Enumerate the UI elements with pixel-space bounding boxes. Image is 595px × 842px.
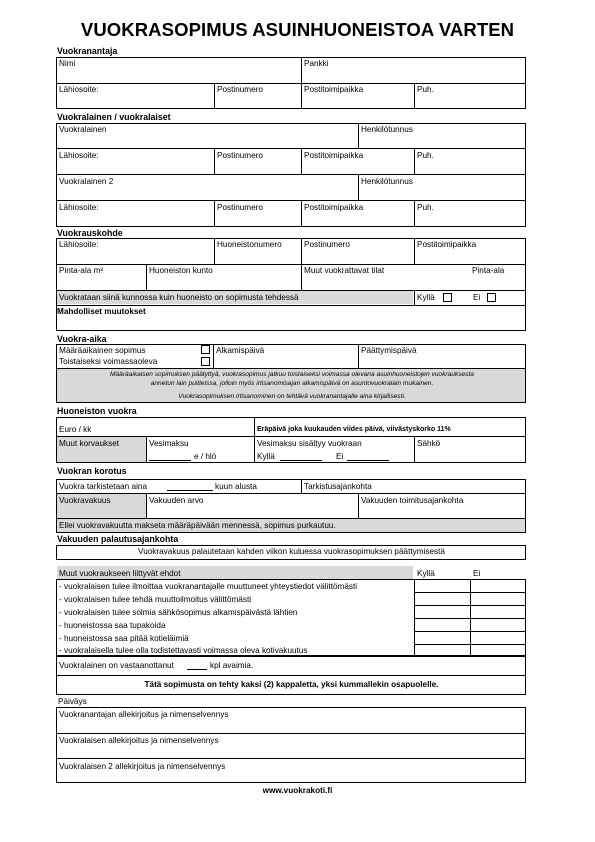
term-item: - vuokralaisella tulee olla todistettavasti voimassa oleva kotivakuutus [59,646,308,655]
divider [214,83,215,109]
term-item: - huoneistossa saa tupakoida [59,621,166,630]
as-is-no-checkbox[interactable] [487,293,496,302]
term-item: - vuokralaisen tulee solmia sähkösopimus alkamispäivästä lähtien [59,608,298,617]
water-included-label: Vesimaksu sisältyy vuokraan [257,439,362,448]
term-note-2: annetun lain puitteissa, jolloin myös irtisanomisajan alkamispäivä on asuntovuokralain mukainen. [150,380,434,387]
divider [214,148,215,174]
divider [214,200,215,227]
landlord-city-field[interactable]: Postitoimipaikka [304,85,364,94]
divider [358,493,359,518]
divider [358,123,359,148]
divider [301,238,302,290]
end-date-field[interactable]: Päättymispäivä [361,346,417,355]
deposit-value-field[interactable]: Vakuuden arvo [149,496,204,505]
rent-check-label: Vuokra tarkistetaan aina [59,482,147,491]
term-note-1: Määräaikaisen sopimuksen päätyttyä, vuokrasopimus jatkuu toistaiseksi voimassa olevana asuinhuoneistojen vuokrauksesta [110,371,474,378]
as-is-label: Vuokrataan siinä kunnossa kuin huoneisto on sopimusta tehdessä [59,293,299,302]
other-terms-header: Muut vuokraukseen liittyvät ehdot [59,569,181,578]
divider [414,83,415,109]
other-fees-label: Muut korvaukset [59,439,120,448]
tenant2-address-field[interactable]: Lähiosoite: [59,203,99,212]
tenant2-city-field[interactable]: Postitoimipaikka [304,203,364,212]
check-period-field[interactable]: Tarkistusajankohta [304,482,372,491]
property-condition-field[interactable]: Huoneiston kunto [149,266,213,275]
landlord-bank-field[interactable]: Pankki [304,59,329,68]
indefinite-term-label: Toistaiseksi voimassaoleva [59,357,158,366]
section-landlord: Vuokranantaja [57,46,118,56]
tenant1-address-field[interactable]: Lähiosoite: [59,151,99,160]
term-item: - huoneistossa saa pitää kotieläimiä [59,634,189,643]
deposit-warning: Ellei vuokravakuutta makseta määräpäivään mennessä, sopimus purkautuu. [59,521,336,530]
divider [213,344,214,368]
indefinite-term-checkbox[interactable] [201,357,210,366]
keys-count-field[interactable] [187,661,207,672]
divider [414,631,526,632]
as-is-no-label: Ei [473,293,481,302]
divider [56,148,526,149]
divider [56,758,526,759]
deposit-label: Vuokravakuus [59,496,111,505]
divider [56,200,526,201]
divider [358,174,359,200]
term-item: - vuokralaisen tulee ilmoittaa vuokranantajalle muuttuneet yhteystiedot välittömästi [59,582,358,591]
divider [56,436,526,437]
divider [414,592,526,593]
property-area2-field[interactable]: Pinta-ala [472,266,505,275]
tenant1-ssn-field[interactable]: Henkilötunnus [361,125,413,134]
divider [414,148,415,174]
footer-url[interactable]: www.vuokrakoti.fi [262,786,333,795]
as-is-yes-label: Kyllä [417,293,435,302]
section-rent: Huoneiston vuokra [57,406,137,416]
tenants-box [56,123,526,227]
divider [56,83,526,84]
divider [56,174,526,175]
divider [414,290,415,305]
divider [414,644,526,645]
rent-check-month-field[interactable] [167,482,213,493]
property-area-field[interactable]: Pinta-ala m² [59,266,104,275]
divider [56,733,526,734]
landlord-postal-field[interactable]: Postinumero [217,85,263,94]
water-fee-label: Vesimaksu [149,439,189,448]
landlord-address-field[interactable]: Lähiosoite: [59,85,99,94]
rent-due-text: Eräpäivä joka kuukauden viides päivä, viivästyskorko 11% [257,426,451,433]
divider [254,417,255,436]
water-included-yes-label: Kyllä [257,452,275,461]
divider [146,264,147,290]
tenant1-city-field[interactable]: Postitoimipaikka [304,151,364,160]
divider [414,200,415,227]
tenant2-phone-field[interactable]: Puh. [417,203,434,212]
keys-suffix: kpl avaimia. [210,661,254,670]
tenant1-signature-field[interactable]: Vuokralaisen allekirjoitus ja nimenselvennys [59,736,219,745]
fixed-term-label: Määräaikainen sopimus [59,346,146,355]
page-title: VUOKRASOPIMUS ASUINHUONEISTOA VARTEN [80,19,515,40]
property-apartment-field[interactable]: Huoneistonumero [217,240,282,249]
keys-label: Vuokralainen on vastaanottanut [59,661,174,670]
property-postal-field[interactable]: Postinumero [304,240,350,249]
divider [56,493,526,494]
water-fee-amount[interactable] [149,452,191,463]
terms-no-header: Ei [473,569,481,578]
water-included-no-field[interactable] [347,452,389,463]
landlord-signature-field[interactable]: Vuokranantajan allekirjoitus ja nimenselvennys [59,710,229,719]
modifications-field[interactable]: Mahdolliset muutokset [57,307,146,316]
property-city-field[interactable]: Postitoimipaikka [417,240,477,249]
terms-yes-header: Kyllä [417,569,435,578]
from-start-label: kuun alusta [215,482,257,491]
water-included-no-label: Ei [336,452,344,461]
divider [414,436,415,463]
divider [56,305,526,306]
tenant2-postal-field[interactable]: Postinumero [217,203,263,212]
tenant1-name-field[interactable]: Vuokralainen [59,125,107,134]
divider [56,290,526,291]
divider [301,57,302,109]
landlord-name-field[interactable]: Nimi [59,59,76,68]
start-date-field[interactable]: Alkamispäivä [216,346,265,355]
rent-euro-field[interactable]: Euro / kk [59,425,92,434]
divider [358,344,359,368]
section-term: Vuokra-aika [57,334,107,344]
property-address-field[interactable]: Lähiosoite: [59,240,99,249]
property-box [56,238,526,331]
tenant1-postal-field[interactable]: Postinumero [217,151,263,160]
tenant2-name-field[interactable]: Vuokralainen 2 [59,177,114,186]
copies-text: Tätä sopimusta on tehty kaksi (2) kappaletta, yksi kummallekin osapuolelle. [144,680,439,689]
divider [56,518,526,519]
divider [56,368,526,369]
section-return: Vakuuden palautusajankohta [57,534,179,544]
tenant2-ssn-field[interactable]: Henkilötunnus [361,177,413,186]
fixed-term-checkbox[interactable] [201,345,210,354]
tenant1-phone-field[interactable]: Puh. [417,151,434,160]
section-increase: Vuokran korotus [57,466,127,476]
date-field[interactable]: Päiväys [58,697,87,706]
return-text: Vuokravakuus palautetaan kahden viikon kuluessa vuokrasopimuksen päättymisestä [138,547,445,556]
divider [414,238,415,264]
divider [414,618,526,619]
landlord-phone-field[interactable]: Puh. [417,85,434,94]
term-note-3: Vuokrasopimuksen irtisanominen on tehtävä vuokranantajalle aina kirjallisesti. [178,393,406,400]
as-is-yes-checkbox[interactable] [443,293,452,302]
divider [146,493,147,518]
property-other-spaces-field[interactable]: Muut vuokrattavat tilat [304,266,385,275]
divider [214,238,215,264]
per-person-label: e / hlö [194,452,217,461]
divider [301,200,302,227]
divider [414,605,526,606]
divider [254,436,255,463]
tenant2-signature-field[interactable]: Vuokralaisen 2 allekirjoitus ja nimenselvennys [59,762,226,771]
section-property: Vuokrauskohde [57,228,123,238]
deposit-time-field[interactable]: Vakuuden toimitusajankohta [361,496,464,505]
water-included-yes-field[interactable] [280,452,322,463]
divider [56,264,526,265]
divider [146,436,147,463]
term-item: - vuokralaisen tulee tehdä muuttoilmoitus välittömästi [59,595,252,604]
electricity-field[interactable]: Sähkö [417,439,441,448]
divider [56,675,526,676]
divider [301,479,302,493]
divider [301,148,302,174]
section-tenants: Vuokralainen / vuokralaiset [57,112,171,122]
